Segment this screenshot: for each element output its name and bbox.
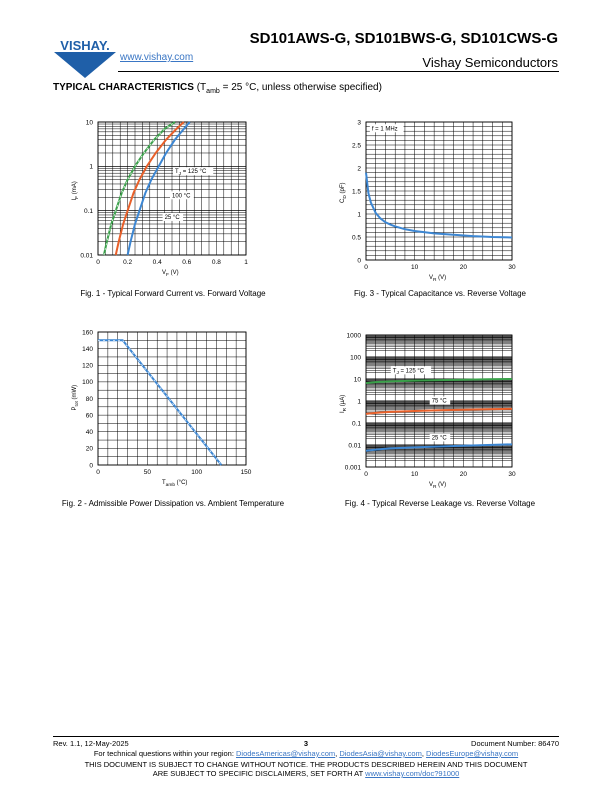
x-tick-label: 0.8	[211, 259, 221, 266]
grid	[366, 122, 512, 260]
footer-sep: ,	[335, 749, 340, 758]
x-axis-label-main: T	[162, 480, 166, 486]
annotation-label	[432, 399, 448, 405]
annotation-label-sub: J	[396, 371, 399, 377]
footer-rule	[53, 736, 559, 737]
logo-text: VISHAY.	[60, 38, 110, 53]
x-axis-label-rest: (V)	[168, 270, 179, 276]
y-axis-label-sub: R	[342, 407, 348, 412]
footer-disclaimer-1: THIS DOCUMENT IS SUBJECT TO CHANGE WITHOUT NOTICE. THE PRODUCTS DESCRIBED HEREIN AND THIS DOCUMENT	[84, 760, 528, 769]
y-axis-label-rest: (mA)	[72, 181, 78, 196]
header-rule	[118, 71, 559, 72]
annotation-label	[432, 435, 448, 441]
x-axis-label-rest: (V)	[436, 482, 447, 488]
section-title-bold: TYPICAL CHARACTERISTICS	[53, 82, 194, 93]
annotation-label-main: T	[174, 169, 179, 176]
y-tick-label: 0.01	[80, 252, 93, 260]
y-axis-label-rest: (µA)	[340, 394, 346, 408]
x-tick-label: 150	[240, 469, 252, 476]
y-tick-label: 60	[85, 412, 93, 420]
y-tick-label: 1.5	[351, 188, 361, 196]
x-axis-label-rest: (V)	[436, 275, 447, 281]
series-line-blue	[128, 122, 190, 255]
x-axis-label-main: V	[429, 275, 434, 281]
y-axis-label-sub: D	[342, 195, 348, 199]
y-axis-label-sub: tot	[74, 401, 80, 407]
series-dash-overlay	[98, 340, 221, 465]
y-tick-label: 80	[85, 395, 93, 403]
annotation-label-main: 25 °C	[431, 435, 447, 442]
y-tick-label: 0.5	[351, 234, 361, 242]
y-tick-label: 1000	[346, 332, 361, 340]
section-title	[53, 82, 382, 95]
x-tick-label: 0.4	[152, 259, 162, 266]
y-axis-label-main: I	[340, 411, 346, 413]
y-axis-label	[72, 385, 80, 411]
x-tick-label: 0	[96, 469, 100, 476]
footer-page: 3	[303, 739, 309, 748]
x-tick-label: 1	[244, 259, 248, 266]
y-tick-label: 100	[350, 354, 361, 362]
part-title: SD101AWS-G, SD101BWS-G, SD101CWS-G	[249, 30, 558, 47]
annotation-label-sub: J	[178, 172, 182, 178]
x-tick-label: 100	[191, 469, 203, 476]
section-cond-prefix: (T	[196, 82, 207, 93]
y-axis-label-main: C	[340, 198, 346, 203]
annotation-label-rest: = 125 °C	[181, 169, 207, 176]
y-tick-label: 140	[82, 345, 93, 353]
footer-contact-prefix: For technical questions within your region:	[93, 749, 236, 758]
caption-fig3: Fig. 3 - Typical Capacitance vs. Reverse Voltage	[354, 289, 526, 298]
y-tick-label: 100	[82, 379, 93, 387]
x-tick-label: 0.2	[123, 259, 133, 266]
y-tick-label: 0.1	[351, 420, 361, 428]
x-tick-label: 50	[143, 469, 151, 476]
annotation-label-main: 75 °C	[431, 398, 447, 405]
footer-contact	[0, 749, 612, 758]
chart-forward-current	[56, 113, 266, 283]
email-asia-link[interactable]: DiodesAsia@vishay.com	[339, 749, 422, 758]
vishay-logo	[50, 34, 120, 78]
y-tick-label: 1	[89, 163, 93, 171]
y-tick-label: 20	[85, 445, 93, 453]
y-tick-label: 0.1	[83, 207, 93, 215]
y-tick-label: 1	[357, 211, 361, 219]
annotation-label-main: f = 1 MHz	[371, 126, 398, 133]
x-axis-label-rest: (°C)	[175, 480, 188, 486]
grid	[98, 332, 246, 465]
x-tick-label: 10	[411, 264, 419, 271]
x-tick-label: 20	[459, 471, 467, 478]
chart-power-dissipation	[56, 323, 266, 493]
footer-rev: Rev. 1.1, 12-May-2025	[53, 739, 129, 748]
y-tick-label: 40	[85, 429, 93, 437]
footer-disclaimer-prefix: ARE SUBJECT TO SPECIFIC DISCLAIMERS, SET FORTH AT	[152, 769, 366, 778]
y-axis-label-main: P	[72, 406, 78, 411]
x-tick-label: 20	[459, 264, 467, 271]
y-tick-label: 0	[357, 257, 361, 265]
caption-fig4: Fig. 4 - Typical Reverse Leakage vs. Reverse Voltage	[344, 499, 536, 508]
y-axis-label-sub: F	[74, 195, 80, 199]
x-tick-label: 30	[508, 264, 516, 271]
y-tick-label: 3	[357, 119, 361, 127]
logo-triangle	[54, 52, 116, 78]
footer-doc-number: Document Number: 86470	[471, 739, 559, 748]
x-axis-label-sub: F	[166, 272, 169, 278]
annotation-label-main: 100 °C	[172, 193, 191, 200]
y-tick-label: 2.5	[351, 142, 361, 150]
y-tick-label: 2	[357, 165, 361, 173]
section-cond-suffix: = 25 °C, unless otherwise specified)	[219, 82, 382, 93]
x-axis-label-main: V	[162, 270, 167, 276]
email-europe-link[interactable]: DiodesEurope@vishay.com	[426, 749, 519, 758]
x-axis-label-sub: R	[433, 484, 437, 490]
footer-sep: ,	[421, 749, 427, 758]
annotation-label	[372, 126, 398, 132]
x-axis-label	[162, 480, 187, 488]
x-axis-label	[429, 482, 446, 490]
y-tick-label: 10	[85, 119, 93, 127]
y-tick-label: 1	[357, 398, 361, 406]
y-axis-label-main: I	[72, 198, 78, 201]
x-axis-label	[429, 275, 446, 283]
annotation-label	[165, 215, 181, 221]
x-axis-label	[162, 270, 179, 278]
chart-reverse-leakage	[324, 326, 534, 496]
annotation-label-main: 25 °C	[164, 214, 180, 221]
y-axis-label	[340, 183, 348, 203]
y-tick-label: 0.001	[344, 464, 361, 472]
x-axis-label-sub: R	[433, 277, 437, 283]
y-tick-label: 0.01	[348, 442, 361, 450]
annotation-label-rest: = 125 °C	[398, 368, 425, 375]
y-axis-label	[340, 395, 348, 413]
x-tick-label: 0	[364, 264, 368, 271]
footer-disclaimer-2	[0, 769, 612, 778]
y-tick-label: 120	[82, 362, 93, 370]
x-tick-label: 0	[364, 471, 368, 478]
x-tick-label: 10	[411, 471, 419, 478]
y-tick-label: 160	[82, 329, 93, 337]
y-axis-label-rest: (mW)	[72, 384, 78, 402]
y-tick-label: 10	[353, 376, 361, 384]
caption-fig2: Fig. 2 - Admissible Power Dissipation vs. Ambient Temperature	[61, 499, 285, 508]
email-americas-link[interactable]: DiodesAmericas@vishay.com	[236, 749, 336, 758]
x-tick-label: 0	[96, 259, 100, 266]
y-tick-label: 0	[89, 462, 93, 470]
annotation-label-main: T	[392, 368, 397, 375]
x-tick-label: 30	[508, 471, 516, 478]
annotation-label	[172, 193, 191, 199]
x-tick-label: 0.6	[182, 259, 192, 266]
section-cond-sub: amb	[206, 88, 220, 95]
caption-fig1: Fig. 1 - Typical Forward Current vs. Forward Voltage	[80, 289, 266, 298]
x-axis-label-main: V	[429, 482, 434, 488]
company-subtitle: Vishay Semiconductors	[422, 55, 558, 70]
y-axis-label	[72, 181, 80, 200]
website-link[interactable]: www.vishay.com	[120, 52, 194, 63]
chart-capacitance	[324, 113, 534, 283]
series-line-blue	[98, 340, 221, 465]
disclaimer-link[interactable]: www.vishay.com/doc?91000	[365, 769, 460, 778]
x-axis-label-sub: amb	[165, 482, 176, 488]
y-axis-label-rest: (pF)	[340, 182, 346, 196]
